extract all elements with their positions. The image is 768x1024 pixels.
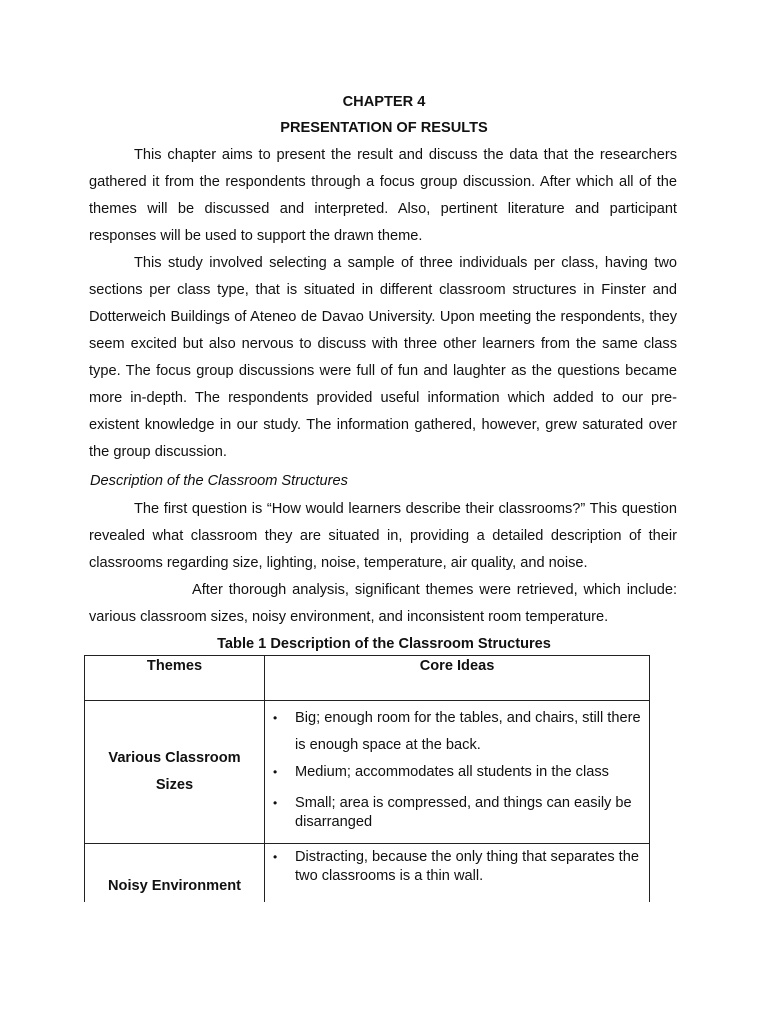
table-row xyxy=(85,844,650,902)
paragraph-intro: This chapter aims to present the result and discuss the data that the researchers gathered it from the respondents through a focus group discussion. After which all of the themes will be discussed and interpreted. Also, pertinent literature and participant responses will be used to support the drawn theme. xyxy=(89,147,677,244)
theme-cell xyxy=(85,844,265,902)
paragraph-first-question: The first question is “How would learners describe their classrooms?” This question revealed what classroom they are situated in, providing a detailed description of their classrooms regarding size, lighting, noise, temperature, air quality, and noise. xyxy=(89,501,677,571)
core-ideas-list xyxy=(271,848,645,886)
core-ideas-list xyxy=(271,705,645,832)
theme-label: Noisy Environment xyxy=(108,877,241,894)
table-row xyxy=(85,701,650,844)
paragraph-study-sample: This study involved selecting a sample of three individuals per class, having two sections per class type, that is situated in different classroom structures in Finster and Dotterweich Buildings of Ateneo de Davao University. Upon meeting the respondents, they seem excited but also nervous to discuss with three other learners from the same class type. The focus group discussions were full of fun and laughter as the questions became more in-depth. The respondents provided useful information which added to our pre-existent knowledge in our study. The information gathered, however, grew saturated over the group discussion. xyxy=(89,255,677,460)
column-header-core-ideas: Core Ideas xyxy=(265,656,650,701)
core-ideas-cell xyxy=(265,844,650,902)
theme-label: Various Classroom Sizes xyxy=(108,750,241,793)
column-header-themes: Themes xyxy=(85,656,265,701)
core-ideas-cell xyxy=(265,701,650,844)
table-header-row xyxy=(85,656,650,701)
theme-cell xyxy=(85,701,265,844)
list-item: • Distracting, because the only thing that separates the two classrooms is a thin wall. xyxy=(271,848,645,886)
list-item: • Big; enough room for the tables, and chairs, still there is enough space at the back. xyxy=(271,705,645,759)
classroom-structures-table xyxy=(84,655,650,902)
chapter-label: CHAPTER 4 xyxy=(342,94,426,110)
paragraph-analysis: After thorough analysis, significant themes were retrieved, which include: various classroom sizes, noisy environment, and inconsistent room temperature. xyxy=(89,582,677,625)
chapter-title: PRESENTATION OF RESULTS xyxy=(280,120,488,136)
table-caption: Table 1 Description of the Classroom Structures xyxy=(217,636,551,652)
section-subheading: Description of the Classroom Structures xyxy=(90,473,348,489)
list-item: • Medium; accommodates all students in the class xyxy=(271,759,645,786)
list-item: • Small; area is compressed, and things can easily be disarranged xyxy=(271,794,645,832)
